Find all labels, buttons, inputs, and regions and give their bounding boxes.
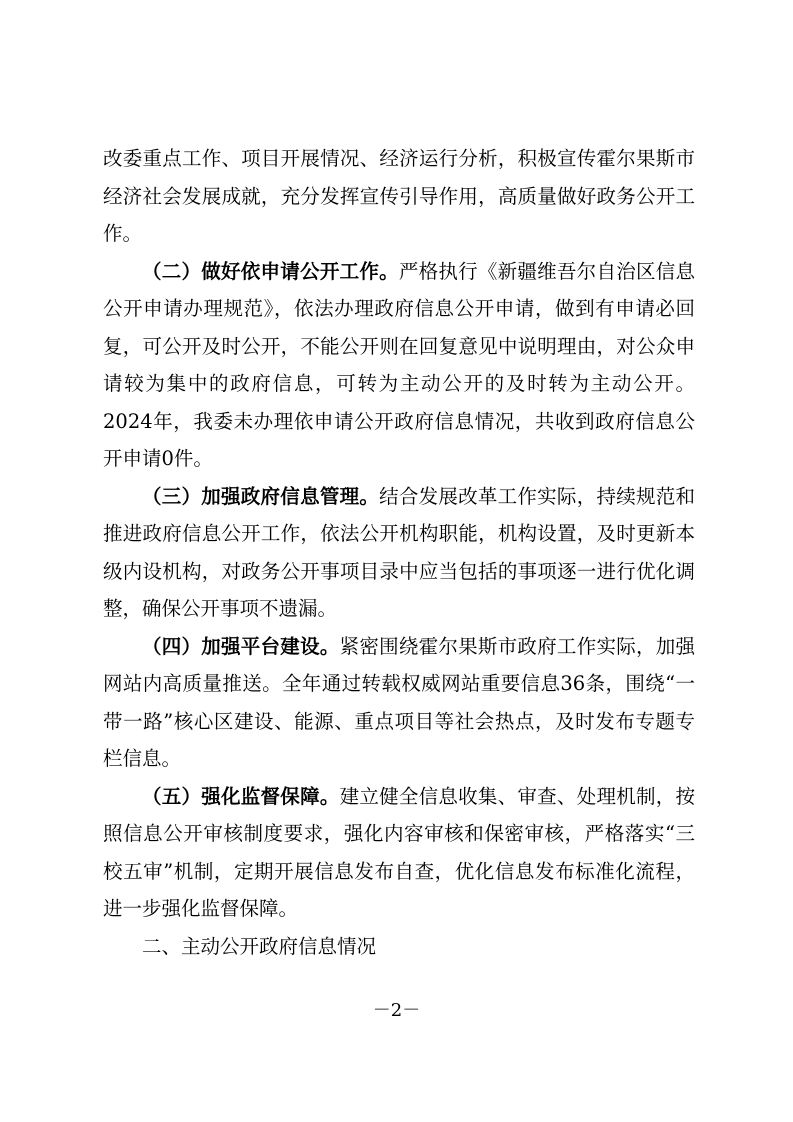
document-body [103, 140, 695, 965]
paragraph-text: 紧密围绕霍尔果斯市政府工作实际，加强网站内高质量推送。全年通过转载权威网站重要信息36条，围绕“一带一路”核心区建设、能源、重点项目等社会热点，及时发布专题专栏信息。 [103, 634, 695, 770]
paragraph-platform-building [103, 628, 695, 778]
section-heading: 二、主动公开政府信息情况 [142, 934, 377, 958]
paragraph-lead: （二）做好依申请公开工作。 [142, 259, 399, 283]
paragraph-lead: （四）加强平台建设。 [142, 634, 340, 658]
page-number: －2－ [372, 1000, 421, 1021]
paragraph-text: 严格执行《新疆维吾尔自治区信息公开申请办理规范》，依法办理政府信息公开申请，做到有申请必回复，可公开及时公开，不能公开则在回复意见中说明理由，对公众申请较为集中的政府信息，可转为主动公开的及时转为主动公开。2024年，我委未办理依申请公开政府信息情况，共收到政府信息公开申请0件。 [103, 259, 695, 470]
paragraph-text: 改委重点工作、项目开展情况、经济运行分析，积极宣传霍尔果斯市经济社会发展成就，充分发挥宣传引导作用，高质量做好政务公开工作。 [103, 147, 695, 245]
paragraph-text: 建立健全信息收集、审查、处理机制，按照信息公开审核制度要求，强化内容审核和保密审核，严格落实“三校五审”机制，定期开展信息发布自查，优化信息发布标准化流程，进一步强化监督保障。 [103, 784, 695, 920]
paragraph-lead: （五）强化监督保障。 [142, 784, 340, 808]
paragraph-lead: （三）加强政府信息管理。 [142, 484, 380, 508]
paragraph-text: 结合发展改革工作实际，持续规范和推进政府信息公开工作，依法公开机构职能，机构设置，及时更新本级内设机构，对政务公开事项目录中应当包括的事项逐一进行优化调整，确保公开事项不遗漏。 [103, 484, 695, 620]
paragraph-continuation [103, 140, 695, 253]
paragraph-apply-disclosure [103, 253, 695, 478]
paragraph-supervision [103, 778, 695, 928]
paragraph-info-management [103, 478, 695, 628]
